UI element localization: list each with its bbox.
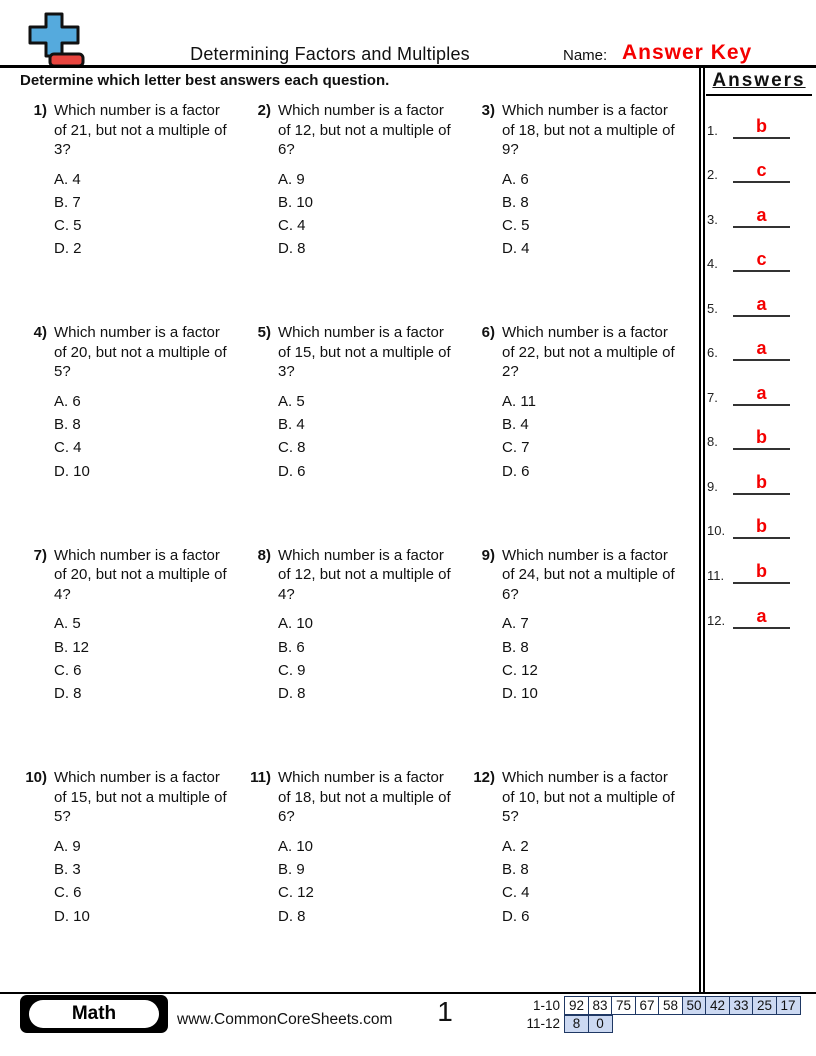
answer-choice: A. 7 bbox=[502, 615, 529, 633]
question-text bbox=[278, 101, 468, 160]
footer-divider bbox=[0, 992, 816, 994]
question-text-line: Which number is a factor bbox=[502, 324, 668, 342]
score-row-1-label: 1-10 bbox=[532, 997, 560, 1013]
answers-heading: Answers bbox=[706, 70, 812, 96]
subject-label: Math bbox=[29, 1000, 159, 1028]
question-number: 12) bbox=[473, 769, 495, 787]
score-cell: 92 bbox=[564, 996, 589, 1015]
instruction-text: Determine which letter best answers each question. bbox=[20, 72, 390, 89]
question-text bbox=[54, 546, 244, 605]
score-cell: 50 bbox=[682, 996, 707, 1015]
question-text-line: 3? bbox=[278, 363, 295, 381]
answer-row bbox=[707, 139, 807, 184]
question-text bbox=[502, 546, 692, 605]
answers-list bbox=[707, 94, 807, 629]
answer-choice: A. 4 bbox=[54, 170, 81, 188]
question-text bbox=[502, 768, 692, 827]
question-text-line: of 12, but not a multiple of bbox=[278, 121, 451, 139]
subject-badge bbox=[20, 995, 168, 1033]
answer-choice: B. 6 bbox=[278, 638, 305, 656]
answer-choice: A. 6 bbox=[502, 170, 529, 188]
question-text-line: Which number is a factor bbox=[54, 769, 220, 787]
answer-blank-line: b bbox=[733, 473, 790, 495]
question-options bbox=[278, 168, 468, 261]
question-text-line: 3? bbox=[54, 141, 71, 158]
answer-choice: B. 3 bbox=[54, 860, 81, 878]
question-text-line: Which number is a factor bbox=[502, 102, 668, 119]
question-text bbox=[278, 768, 468, 827]
question-text-line: of 20, but not a multiple of bbox=[54, 343, 227, 361]
question-text-line: Which number is a factor bbox=[54, 546, 220, 564]
answer-choice: D. 4 bbox=[502, 240, 530, 258]
question bbox=[244, 768, 468, 990]
question bbox=[20, 768, 244, 990]
page-number: 1 bbox=[437, 996, 453, 1027]
question-text bbox=[502, 323, 692, 382]
score-row-1-cells bbox=[564, 996, 801, 1015]
question-text bbox=[54, 101, 244, 160]
question-text-line: Which number is a factor bbox=[54, 324, 220, 342]
answer-choice: D. 8 bbox=[278, 240, 306, 258]
question-number: 11) bbox=[250, 769, 271, 787]
question bbox=[468, 546, 692, 768]
answer-choice: D. 6 bbox=[502, 462, 530, 480]
score-row-2 bbox=[524, 1015, 801, 1034]
answer-blank-line: b bbox=[733, 562, 790, 584]
question-body bbox=[54, 546, 244, 768]
answer-number: 12. bbox=[707, 612, 726, 628]
answer-blank-line: b bbox=[733, 428, 790, 450]
answer-row bbox=[707, 272, 807, 317]
score-cell: 0 bbox=[588, 1015, 613, 1034]
answer-choice: A. 6 bbox=[54, 392, 81, 410]
question bbox=[20, 101, 244, 323]
answer-choice: B. 7 bbox=[54, 193, 81, 211]
score-table bbox=[524, 996, 801, 1033]
score-row-2-label: 11-12 bbox=[526, 1016, 560, 1032]
question-number: 5) bbox=[257, 324, 271, 342]
question-text-line: Which number is a factor bbox=[54, 102, 220, 119]
answer-row bbox=[707, 539, 807, 584]
question-number: 4) bbox=[33, 324, 47, 342]
website-url: www.CommonCoreSheets.com bbox=[177, 1011, 393, 1028]
answer-choice: B. 8 bbox=[502, 638, 529, 656]
answer-choice: B. 8 bbox=[502, 193, 529, 211]
answer-row bbox=[707, 584, 807, 629]
answer-choice: A. 9 bbox=[54, 837, 81, 855]
answer-blank-line: c bbox=[733, 161, 790, 183]
answer-row bbox=[707, 450, 807, 495]
question-options bbox=[502, 612, 692, 705]
score-cell: 83 bbox=[588, 996, 613, 1015]
answer-number: 2. bbox=[707, 167, 718, 183]
question-options bbox=[502, 390, 692, 483]
question-body bbox=[278, 768, 468, 990]
answer-choice: D. 8 bbox=[278, 685, 306, 703]
score-cell: 75 bbox=[611, 996, 636, 1015]
question-options bbox=[54, 390, 244, 483]
question-options bbox=[502, 168, 692, 261]
question-text-line: of 22, but not a multiple of bbox=[502, 343, 675, 361]
answer-choice: D. 10 bbox=[502, 685, 538, 703]
question bbox=[20, 546, 244, 768]
header-divider bbox=[0, 65, 816, 68]
answer-choice: D. 10 bbox=[54, 907, 90, 925]
question-text-line: Which number is a factor bbox=[278, 769, 444, 787]
answer-choice: A. 10 bbox=[278, 615, 314, 633]
answer-blank-line: b bbox=[733, 517, 790, 539]
question-options bbox=[278, 612, 468, 705]
answer-number: 11. bbox=[707, 568, 725, 584]
question-options bbox=[278, 390, 468, 483]
question-body bbox=[502, 768, 692, 990]
answer-row bbox=[707, 228, 807, 273]
answer-choice: C. 4 bbox=[278, 217, 306, 235]
question bbox=[244, 323, 468, 545]
question-options bbox=[278, 835, 468, 928]
answer-choice: B. 12 bbox=[54, 638, 90, 656]
score-row-1 bbox=[524, 996, 801, 1015]
score-row-2-cells bbox=[564, 1015, 613, 1034]
answer-choice: A. 9 bbox=[278, 170, 305, 188]
question-text-line: Which number is a factor bbox=[278, 324, 444, 342]
answer-choice: D. 8 bbox=[54, 685, 82, 703]
question-body bbox=[278, 101, 468, 323]
question-text-line: Which number is a factor bbox=[278, 102, 444, 119]
question-body bbox=[278, 546, 468, 768]
plus-minus-logo-icon bbox=[22, 11, 86, 69]
score-cell: 8 bbox=[564, 1015, 589, 1034]
answer-choice: D. 6 bbox=[502, 907, 530, 925]
question-text-line: Which number is a factor bbox=[278, 546, 444, 564]
answer-choice: D. 10 bbox=[54, 462, 90, 480]
question bbox=[20, 323, 244, 545]
question-text-line: of 10, but not a multiple of bbox=[502, 788, 675, 806]
question-text bbox=[278, 546, 468, 605]
answer-number: 6. bbox=[707, 345, 718, 361]
answer-choice: A. 5 bbox=[278, 392, 305, 410]
question bbox=[468, 101, 692, 323]
question-text-line: 6? bbox=[278, 808, 295, 826]
answer-blank-line: a bbox=[733, 607, 790, 629]
answer-number: 10. bbox=[707, 523, 726, 539]
question-text-line: of 20, but not a multiple of bbox=[54, 566, 227, 584]
question-text-line: 5? bbox=[54, 363, 71, 381]
question-text bbox=[278, 323, 468, 382]
answer-blank-line: a bbox=[733, 384, 790, 406]
question-body bbox=[502, 101, 692, 323]
answer-key-text: Answer Key bbox=[622, 41, 753, 64]
question bbox=[468, 768, 692, 990]
question-body bbox=[278, 323, 468, 545]
answer-choice: C. 7 bbox=[502, 439, 530, 457]
answer-row bbox=[707, 183, 807, 228]
question-text bbox=[54, 768, 244, 827]
question-number: 2) bbox=[257, 102, 271, 119]
answer-number: 7. bbox=[707, 389, 718, 405]
answer-choice: C. 4 bbox=[502, 884, 530, 902]
answer-blank-line: b bbox=[733, 117, 790, 139]
answer-choice: D. 6 bbox=[278, 462, 306, 480]
question-text-line: 5? bbox=[502, 808, 519, 826]
question-text-line: of 21, but not a multiple of bbox=[54, 121, 227, 139]
answer-number: 8. bbox=[707, 434, 718, 450]
question-number: 6) bbox=[481, 324, 495, 342]
answer-choice: C. 12 bbox=[278, 884, 314, 902]
question-text-line: of 18, but not a multiple of bbox=[278, 788, 451, 806]
question-text-line: 4? bbox=[54, 585, 71, 603]
question-options bbox=[502, 835, 692, 928]
page-title: Determining Factors and Multiples bbox=[190, 44, 470, 64]
question-text-line: of 18, but not a multiple of bbox=[502, 121, 675, 139]
answer-choice: C. 6 bbox=[54, 661, 82, 679]
question bbox=[244, 101, 468, 323]
answer-choice: B. 9 bbox=[278, 860, 305, 878]
answer-choice: D. 2 bbox=[54, 240, 82, 258]
answer-choice: B. 4 bbox=[502, 416, 529, 434]
question-number: 9) bbox=[481, 546, 495, 564]
score-cell: 25 bbox=[752, 996, 777, 1015]
answer-number: 1. bbox=[707, 122, 718, 138]
question-text bbox=[502, 101, 692, 160]
question-text-line: of 24, but not a multiple of bbox=[502, 566, 675, 584]
answer-choice: A. 10 bbox=[278, 837, 314, 855]
question-options bbox=[54, 835, 244, 928]
score-cell: 67 bbox=[635, 996, 660, 1015]
answer-choice: C. 4 bbox=[54, 439, 82, 457]
answer-choice: B. 4 bbox=[278, 416, 305, 434]
answer-choice: B. 10 bbox=[278, 193, 314, 211]
question-text-line: of 15, but not a multiple of bbox=[54, 788, 227, 806]
question-body bbox=[502, 323, 692, 545]
answer-number: 3. bbox=[707, 211, 718, 227]
question-text-line: 9? bbox=[502, 141, 519, 158]
answer-blank-line: a bbox=[733, 339, 790, 361]
question-body bbox=[54, 768, 244, 990]
answer-number: 9. bbox=[707, 478, 718, 494]
question-text-line: Which number is a factor bbox=[502, 769, 668, 787]
question-number: 3) bbox=[481, 102, 495, 119]
answers-column-divider bbox=[699, 68, 705, 993]
answer-row bbox=[707, 495, 807, 540]
question-body bbox=[54, 101, 244, 323]
answer-row bbox=[707, 406, 807, 451]
score-cell: 17 bbox=[776, 996, 801, 1015]
score-cell: 33 bbox=[729, 996, 754, 1015]
question-number: 8) bbox=[257, 546, 271, 564]
answer-choice: A. 5 bbox=[54, 615, 81, 633]
question-text-line: 4? bbox=[278, 585, 295, 603]
answer-blank-line: a bbox=[733, 206, 790, 228]
answer-choice: C. 12 bbox=[502, 661, 538, 679]
question-text-line: of 12, but not a multiple of bbox=[278, 566, 451, 584]
answer-choice: B. 8 bbox=[502, 860, 529, 878]
question bbox=[244, 546, 468, 768]
score-cell: 42 bbox=[705, 996, 730, 1015]
question-number: 10) bbox=[25, 769, 47, 787]
score-cell: 58 bbox=[658, 996, 683, 1015]
answer-choice: C. 5 bbox=[502, 217, 530, 235]
answer-row bbox=[707, 94, 807, 139]
question-options bbox=[54, 168, 244, 261]
answer-choice: A. 2 bbox=[502, 837, 529, 855]
question-text-line: Which number is a factor bbox=[502, 546, 668, 564]
question bbox=[468, 323, 692, 545]
question-number: 1) bbox=[33, 102, 47, 119]
questions-grid bbox=[20, 101, 698, 991]
question-text-line: 2? bbox=[502, 363, 519, 381]
question-text-line: 6? bbox=[502, 585, 519, 603]
name-label: Name: bbox=[563, 47, 608, 64]
question-text-line: 5? bbox=[54, 808, 71, 826]
answer-choice: A. 11 bbox=[502, 392, 536, 410]
answer-choice: C. 9 bbox=[278, 661, 306, 679]
answer-choice: D. 8 bbox=[278, 907, 306, 925]
question-text-line: of 15, but not a multiple of bbox=[278, 343, 451, 361]
question-body bbox=[54, 323, 244, 545]
question-options bbox=[54, 612, 244, 705]
question-text-line: 6? bbox=[278, 141, 295, 158]
question-number: 7) bbox=[33, 546, 47, 564]
answer-number: 4. bbox=[707, 256, 718, 272]
answer-number: 5. bbox=[707, 300, 718, 316]
answer-blank-line: a bbox=[733, 295, 790, 317]
answer-choice: C. 8 bbox=[278, 439, 306, 457]
answer-row bbox=[707, 361, 807, 406]
question-body bbox=[502, 546, 692, 768]
answer-choice: C. 6 bbox=[54, 884, 82, 902]
question-text bbox=[54, 323, 244, 382]
answer-choice: B. 8 bbox=[54, 416, 81, 434]
answer-choice: C. 5 bbox=[54, 217, 82, 235]
answer-row bbox=[707, 317, 807, 362]
answer-blank-line: c bbox=[733, 250, 790, 272]
